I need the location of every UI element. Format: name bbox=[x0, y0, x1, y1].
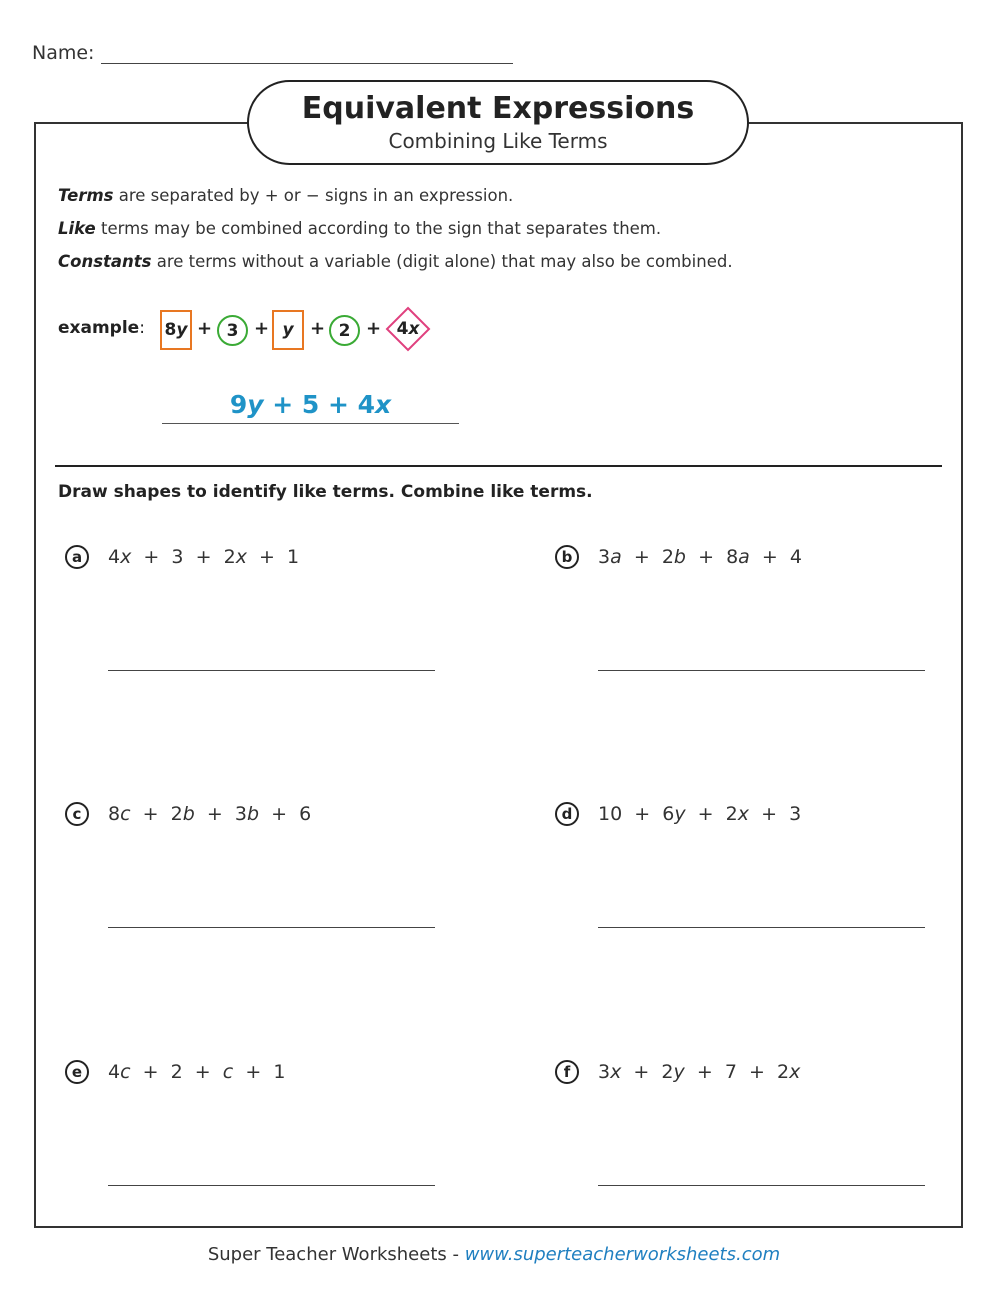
term-coefficient: 2 bbox=[338, 320, 351, 341]
answer-line[interactable] bbox=[108, 1185, 435, 1186]
term-variable: y bbox=[176, 320, 188, 340]
example-word: example bbox=[58, 318, 140, 338]
plus-sign: + bbox=[366, 318, 382, 339]
page-subtitle: Combining Like Terms bbox=[388, 129, 608, 153]
expression-variable: a bbox=[738, 546, 750, 568]
rule-like bbox=[58, 219, 661, 238]
problem-expression bbox=[108, 803, 311, 825]
term-coefficient: 8 bbox=[164, 320, 177, 340]
expression-text: + 4 bbox=[749, 546, 802, 568]
example-term-diamond bbox=[385, 306, 431, 352]
example-answer bbox=[162, 390, 459, 419]
term-variable: x bbox=[408, 319, 420, 339]
answer-variable: x bbox=[375, 390, 392, 419]
expression-text: + 2 bbox=[621, 546, 674, 568]
answer-line[interactable] bbox=[598, 927, 925, 928]
expression-text: 8 bbox=[108, 803, 121, 825]
plus-sign: + bbox=[197, 318, 213, 339]
section-divider bbox=[55, 465, 942, 467]
expression-text: 10 + 6 bbox=[598, 803, 675, 825]
example-term-square bbox=[160, 310, 192, 350]
rule-text: are terms without a variable (digit alone) that may also be combined. bbox=[151, 252, 733, 271]
expression-text: 3 bbox=[598, 546, 611, 568]
expression-variable: x bbox=[610, 1061, 622, 1083]
answer-variable: y bbox=[247, 390, 264, 419]
problem-letter-badge: c bbox=[65, 802, 89, 826]
name-input-line[interactable] bbox=[101, 63, 513, 64]
expression-text: + 1 bbox=[233, 1061, 286, 1083]
title-banner bbox=[247, 80, 749, 165]
expression-text: + 2 + bbox=[130, 1061, 223, 1083]
expression-text: + 2 bbox=[685, 803, 738, 825]
example-term-square bbox=[272, 310, 304, 350]
expression-variable: y bbox=[674, 803, 686, 825]
rule-text: terms may be combined according to the sign that separates them. bbox=[95, 219, 662, 238]
expression-text: 4 bbox=[108, 546, 121, 568]
rule-term: Like bbox=[58, 219, 96, 238]
expression-text: 3 bbox=[598, 1061, 611, 1083]
example-answer-line bbox=[162, 423, 459, 424]
expression-variable: b bbox=[673, 546, 686, 568]
term-coefficient: 4 bbox=[396, 319, 409, 339]
term-coefficient: 3 bbox=[226, 320, 239, 341]
expression-text: 4 bbox=[108, 1061, 121, 1083]
example-term-circle bbox=[329, 315, 360, 346]
example-colon: : bbox=[139, 318, 145, 338]
answer-part: 9 bbox=[229, 390, 248, 419]
expression-variable: a bbox=[610, 546, 622, 568]
problem-letter-badge: f bbox=[555, 1060, 579, 1084]
expression-variable: c bbox=[120, 803, 131, 825]
rule-constants bbox=[58, 252, 733, 271]
problem-expression bbox=[108, 1061, 285, 1083]
name-label: Name: bbox=[32, 42, 95, 64]
expression-variable: x bbox=[789, 1061, 801, 1083]
rule-terms bbox=[58, 186, 513, 205]
example-label bbox=[58, 318, 145, 338]
expression-text: + 3 bbox=[194, 803, 247, 825]
instructions: Draw shapes to identify like terms. Combine like terms. bbox=[58, 482, 593, 502]
expression-variable: c bbox=[222, 1061, 234, 1083]
footer bbox=[0, 1244, 988, 1265]
rule-term: Constants bbox=[58, 252, 152, 271]
expression-text: + 6 bbox=[259, 803, 312, 825]
problem-expression bbox=[598, 803, 801, 825]
expression-variable: y bbox=[673, 1061, 685, 1083]
problem-letter-badge: e bbox=[65, 1060, 89, 1084]
expression-text: + 7 + 2 bbox=[684, 1061, 790, 1083]
expression-variable: x bbox=[120, 546, 132, 568]
problem-expression bbox=[598, 1061, 800, 1083]
problem-expression bbox=[598, 546, 802, 568]
problem-letter-badge: b bbox=[555, 545, 579, 569]
expression-variable: x bbox=[235, 546, 247, 568]
term-variable: y bbox=[282, 320, 294, 340]
problem-expression bbox=[108, 546, 299, 568]
expression-variable: x bbox=[737, 803, 750, 825]
footer-brand: Super Teacher Worksheets - bbox=[207, 1244, 465, 1265]
expression-text: + 1 bbox=[246, 546, 300, 568]
expression-text: + 8 bbox=[685, 546, 739, 568]
page-title: Equivalent Expressions bbox=[301, 91, 695, 126]
diamond-label bbox=[385, 306, 431, 352]
example-term-circle bbox=[217, 315, 248, 346]
answer-line[interactable] bbox=[108, 670, 435, 671]
answer-line[interactable] bbox=[108, 927, 435, 928]
expression-text: + 2 bbox=[621, 1061, 674, 1083]
answer-line[interactable] bbox=[598, 1185, 925, 1186]
footer-url-link[interactable]: www.superteacherworksheets.com bbox=[464, 1244, 781, 1265]
rule-text: are separated by + or − signs in an expression. bbox=[113, 186, 514, 205]
answer-line[interactable] bbox=[598, 670, 925, 671]
expression-variable: b bbox=[246, 803, 260, 825]
answer-part: + 5 + 4 bbox=[263, 390, 376, 419]
expression-text: + 3 + 2 bbox=[131, 546, 236, 568]
expression-text: + 3 bbox=[749, 803, 802, 825]
expression-text: + 2 bbox=[130, 803, 183, 825]
expression-variable: b bbox=[182, 803, 195, 825]
plus-sign: + bbox=[310, 318, 326, 339]
rule-term: Terms bbox=[58, 186, 114, 205]
problem-letter-badge: d bbox=[555, 802, 579, 826]
problem-letter-badge: a bbox=[65, 545, 89, 569]
plus-sign: + bbox=[254, 318, 270, 339]
expression-variable: c bbox=[120, 1061, 131, 1083]
